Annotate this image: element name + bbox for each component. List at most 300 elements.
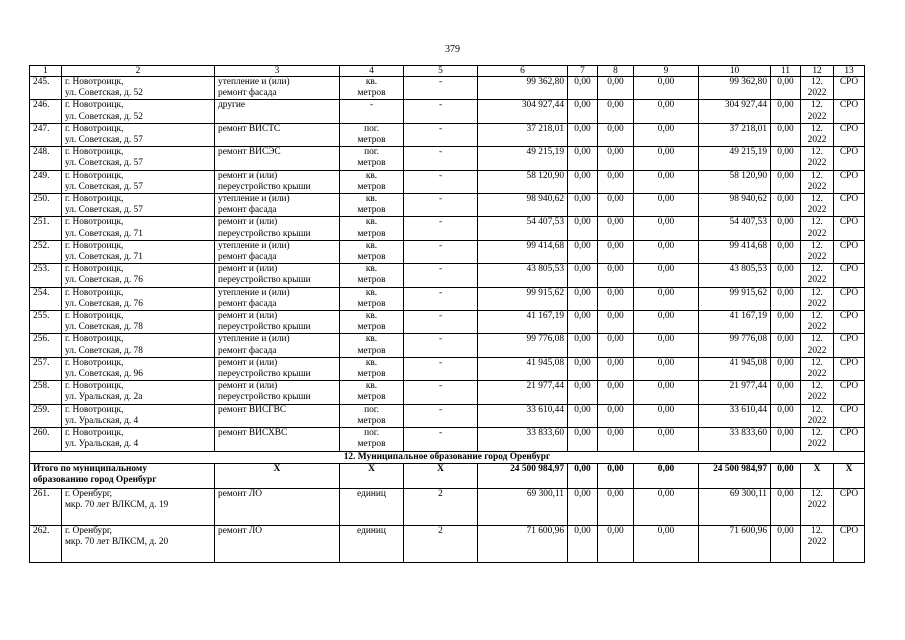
total-col-12: X <box>801 463 834 488</box>
table-row <box>30 77 865 100</box>
work-type-line: ремонт ВИСХВС <box>218 428 288 439</box>
address <box>62 311 215 334</box>
col-10: 21 977,44 <box>699 381 771 404</box>
work-type-line: ремонт и (или) <box>218 381 278 392</box>
unit <box>340 147 404 170</box>
col-11: 0,00 <box>771 264 801 287</box>
completion-date-line: 2022 <box>807 439 827 450</box>
completion-date-line: 12. <box>811 357 823 368</box>
unit <box>340 170 404 193</box>
col-10: 54 407,53 <box>699 217 771 240</box>
address-line: ул. Советская, д. 78 <box>65 345 143 356</box>
completion-date <box>801 123 834 146</box>
unit <box>340 525 404 562</box>
total-cost: 33 610,44 <box>478 404 568 427</box>
unit-line: метров <box>357 298 386 309</box>
quantity: - <box>404 194 478 217</box>
address-line: г. Оренбург, <box>65 525 113 536</box>
completion-date <box>801 240 834 263</box>
unit <box>340 311 404 334</box>
unit-line: кв. <box>365 287 378 298</box>
method: СРО <box>834 240 865 263</box>
method: СРО <box>834 170 865 193</box>
completion-date-line: 12. <box>811 147 823 158</box>
total-cost: 24 500 984,97 <box>478 463 568 488</box>
completion-date-line: 2022 <box>807 499 827 510</box>
column-number: 8 <box>598 66 634 77</box>
work-type-line: утепление и (или) <box>218 77 290 87</box>
unit <box>340 217 404 240</box>
completion-date <box>801 264 834 287</box>
total-label-line: Итого по муниципальному <box>33 463 148 474</box>
work-type-line <box>218 158 336 169</box>
total-col-7: 0,00 <box>568 463 598 488</box>
completion-date <box>801 488 834 525</box>
column-number: 11 <box>771 66 801 77</box>
work-type <box>215 170 340 193</box>
col-7: 0,00 <box>568 357 598 380</box>
completion-date-line: 12. <box>811 381 823 392</box>
address <box>62 170 215 193</box>
completion-date-line: 12. <box>811 334 823 345</box>
col-8: 0,00 <box>598 404 634 427</box>
col-9: 0,00 <box>634 217 699 240</box>
unit-line: кв. <box>365 311 378 322</box>
method: СРО <box>834 217 865 240</box>
address <box>62 381 215 404</box>
completion-date-line: 12. <box>811 264 823 275</box>
row-number: 254. <box>30 287 62 310</box>
address <box>62 357 215 380</box>
unit <box>340 287 404 310</box>
row-number: 250. <box>30 194 62 217</box>
unit <box>340 194 404 217</box>
row-number: 261. <box>30 488 62 525</box>
table-row <box>30 194 865 217</box>
col-7: 0,00 <box>568 264 598 287</box>
col-11: 0,00 <box>771 357 801 380</box>
table-row <box>30 428 865 451</box>
completion-date-line: 2022 <box>807 158 827 169</box>
total-cost: 41 945,08 <box>478 357 568 380</box>
col-8: 0,00 <box>598 357 634 380</box>
address-line: мкр. 70 лет ВЛКСМ, д. 19 <box>65 499 169 510</box>
col-10: 43 805,53 <box>699 264 771 287</box>
method: СРО <box>834 194 865 217</box>
address-line: ул. Советская, д. 78 <box>65 322 143 333</box>
unit-line: пог. <box>364 147 379 158</box>
work-type-line: ремонт ЛО <box>218 525 263 536</box>
address <box>62 488 215 525</box>
quantity: - <box>404 170 478 193</box>
completion-date-line: 12. <box>811 77 823 87</box>
unit-line: единиц <box>357 525 386 536</box>
completion-date-line: 12. <box>811 287 823 298</box>
work-type-line <box>218 439 336 450</box>
work-type-line: другие <box>218 100 246 111</box>
total-cost: 71 600,96 <box>478 525 568 562</box>
page-number: 379 <box>445 44 460 55</box>
table-row <box>30 381 865 404</box>
table-row <box>30 334 865 357</box>
col-8: 0,00 <box>598 123 634 146</box>
address <box>62 334 215 357</box>
completion-date-line: 2022 <box>807 252 827 263</box>
table-row <box>30 147 865 170</box>
unit <box>340 123 404 146</box>
unit <box>340 240 404 263</box>
work-type-line: ремонт фасада <box>218 88 277 99</box>
work-type-line: переустройство крыши <box>218 228 311 239</box>
quantity: - <box>404 240 478 263</box>
address <box>62 217 215 240</box>
column-number: 10 <box>699 66 771 77</box>
col-8: 0,00 <box>598 525 634 562</box>
total-cost: 21 977,44 <box>478 381 568 404</box>
unit-line: пог. <box>364 404 379 415</box>
completion-date <box>801 381 834 404</box>
row-number: 253. <box>30 264 62 287</box>
work-type-line: ремонт ЛО <box>218 488 263 499</box>
address <box>62 240 215 263</box>
unit-line: кв. <box>365 240 378 251</box>
total-cost: 37 218,01 <box>478 123 568 146</box>
work-type <box>215 77 340 100</box>
col-9: 0,00 <box>634 123 699 146</box>
row-number: 255. <box>30 311 62 334</box>
quantity: - <box>404 123 478 146</box>
col-7: 0,00 <box>568 334 598 357</box>
address <box>62 264 215 287</box>
col-11: 0,00 <box>771 488 801 525</box>
method: СРО <box>834 147 865 170</box>
completion-date-line: 12. <box>811 170 823 181</box>
work-type-line: ремонт фасада <box>218 345 277 356</box>
col-10: 33 833,60 <box>699 428 771 451</box>
completion-date-line: 2022 <box>807 181 827 192</box>
address-line: г. Новотроицк, <box>65 217 124 228</box>
address <box>62 525 215 562</box>
col-10: 41 945,08 <box>699 357 771 380</box>
method: СРО <box>834 525 865 562</box>
col-9: 0,00 <box>634 381 699 404</box>
col-10: 37 218,01 <box>699 123 771 146</box>
total-cost: 304 927,44 <box>478 100 568 123</box>
completion-date <box>801 77 834 100</box>
total-cost: 99 362,80 <box>478 77 568 100</box>
col-8: 0,00 <box>598 100 634 123</box>
method: СРО <box>834 381 865 404</box>
completion-date <box>801 147 834 170</box>
unit-line: метров <box>357 369 386 380</box>
col-7: 0,00 <box>568 147 598 170</box>
address <box>62 194 215 217</box>
col-11: 0,00 <box>771 194 801 217</box>
col-11: 0,00 <box>771 404 801 427</box>
row-number: 246. <box>30 100 62 123</box>
completion-date <box>801 334 834 357</box>
unit-line: кв. <box>365 77 378 87</box>
row-number: 259. <box>30 404 62 427</box>
row-number: 257. <box>30 357 62 380</box>
address-line: ул. Советская, д. 57 <box>65 205 143 216</box>
total-col-9: 0,00 <box>634 463 699 488</box>
method: СРО <box>834 264 865 287</box>
work-type-line: ремонт и (или) <box>218 170 278 181</box>
work-type <box>215 264 340 287</box>
work-type-line: ремонт ВИСЭС <box>218 147 281 158</box>
work-type <box>215 488 340 525</box>
unit-line: пог. <box>364 428 379 439</box>
quantity: - <box>404 217 478 240</box>
address <box>62 123 215 146</box>
unit <box>340 264 404 287</box>
unit-line: метров <box>357 439 386 450</box>
address <box>62 147 215 170</box>
col-8: 0,00 <box>598 287 634 310</box>
unit-line: метров <box>357 275 386 286</box>
work-type-line <box>218 416 336 427</box>
address-line: г. Новотроицк, <box>65 100 124 111</box>
total-cost: 58 120,90 <box>478 170 568 193</box>
col-7: 0,00 <box>568 123 598 146</box>
unit-line <box>343 537 400 548</box>
completion-date-line: 2022 <box>807 135 827 146</box>
col-10: 304 927,44 <box>699 100 771 123</box>
row-number: 256. <box>30 334 62 357</box>
quantity: - <box>404 147 478 170</box>
col-8: 0,00 <box>598 217 634 240</box>
table-row <box>30 287 865 310</box>
total-col-11: 0,00 <box>771 463 801 488</box>
unit <box>340 357 404 380</box>
completion-date <box>801 217 834 240</box>
col-11: 0,00 <box>771 77 801 100</box>
completion-date-line: 2022 <box>807 111 827 122</box>
address <box>62 77 215 100</box>
method: СРО <box>834 287 865 310</box>
completion-date-line: 12. <box>811 488 823 499</box>
col-7: 0,00 <box>568 240 598 263</box>
total-cost: 33 833,60 <box>478 428 568 451</box>
row-number: 258. <box>30 381 62 404</box>
col-9: 0,00 <box>634 525 699 562</box>
address-line: г. Новотроицк, <box>65 77 124 87</box>
unit-line: метров <box>357 181 386 192</box>
work-type-line: ремонт и (или) <box>218 357 278 368</box>
work-type-line: ремонт и (или) <box>218 217 278 228</box>
work-type-line: утепление и (или) <box>218 194 290 205</box>
col-9: 0,00 <box>634 404 699 427</box>
address-line: г. Новотроицк, <box>65 381 124 392</box>
section-row <box>30 451 865 463</box>
col-8: 0,00 <box>598 194 634 217</box>
unit-line: метров <box>357 415 386 426</box>
completion-date-line: 2022 <box>807 536 827 547</box>
work-type <box>215 287 340 310</box>
completion-date-line: 2022 <box>807 369 827 380</box>
unit-line: пог. <box>364 123 379 134</box>
work-type <box>215 147 340 170</box>
completion-date-line: 2022 <box>807 228 827 239</box>
unit-line: метров <box>357 135 386 146</box>
column-number: 9 <box>634 66 699 77</box>
work-type-line <box>218 135 336 146</box>
col-7: 0,00 <box>568 525 598 562</box>
unit <box>340 428 404 451</box>
quantity: - <box>404 264 478 287</box>
col-9: 0,00 <box>634 77 699 100</box>
completion-date <box>801 100 834 123</box>
column-number: 6 <box>478 66 568 77</box>
col-7: 0,00 <box>568 217 598 240</box>
work-type-line: ремонт фасада <box>218 298 277 309</box>
col-8: 0,00 <box>598 77 634 100</box>
work-type <box>215 123 340 146</box>
address-line: мкр. 70 лет ВЛКСМ, д. 20 <box>65 536 169 547</box>
address-line: г. Новотроицк, <box>65 357 124 368</box>
column-number-row <box>30 66 865 77</box>
col-7: 0,00 <box>568 404 598 427</box>
unit <box>340 100 404 123</box>
work-type-line: ремонт ВИСГВС <box>218 404 287 415</box>
completion-date <box>801 170 834 193</box>
unit-line: кв. <box>365 194 378 205</box>
address-line: ул. Уральская, д. 4 <box>65 415 139 426</box>
address-line: г. Новотроицк, <box>65 170 124 181</box>
work-type-line: переустройство крыши <box>218 369 311 380</box>
unit-line: кв. <box>365 334 378 345</box>
address-line: г. Новотроицк, <box>65 264 124 275</box>
completion-date-line: 12. <box>811 240 823 251</box>
unit-line: кв. <box>365 170 378 181</box>
unit-line: - <box>369 100 374 111</box>
col-9: 0,00 <box>634 488 699 525</box>
work-type-line: переустройство крыши <box>218 322 311 333</box>
col-9: 0,00 <box>634 334 699 357</box>
address-line: ул. Уральская, д. 2а <box>65 392 143 403</box>
address-line: ул. Уральская, д. 4 <box>65 439 139 450</box>
col-11: 0,00 <box>771 334 801 357</box>
completion-date-line: 12. <box>811 194 823 205</box>
address-line: ул. Советская, д. 76 <box>65 275 143 286</box>
column-number: 2 <box>62 66 215 77</box>
work-type-line <box>218 537 336 548</box>
col-8: 0,00 <box>598 428 634 451</box>
total-col-8: 0,00 <box>598 463 634 488</box>
method: СРО <box>834 488 865 525</box>
address-line: ул. Советская, д. 57 <box>65 158 143 169</box>
col-7: 0,00 <box>568 488 598 525</box>
row-number: 260. <box>30 428 62 451</box>
address-line: ул. Советская, д. 71 <box>65 228 143 239</box>
col-8: 0,00 <box>598 311 634 334</box>
table-row <box>30 404 865 427</box>
unit-line: метров <box>357 88 386 99</box>
col-11: 0,00 <box>771 123 801 146</box>
quantity: - <box>404 311 478 334</box>
col-8: 0,00 <box>598 264 634 287</box>
total-cost: 98 940,62 <box>478 194 568 217</box>
completion-date-line: 2022 <box>807 205 827 216</box>
col-11: 0,00 <box>771 240 801 263</box>
work-type-line: ремонт фасада <box>218 252 277 263</box>
unit-line: метров <box>357 392 386 403</box>
unit-line <box>343 500 400 511</box>
completion-date <box>801 525 834 562</box>
col-9: 0,00 <box>634 100 699 123</box>
col-9: 0,00 <box>634 194 699 217</box>
col-7: 0,00 <box>568 77 598 100</box>
address-line: г. Новотроицк, <box>65 240 124 251</box>
work-type <box>215 194 340 217</box>
col-11: 0,00 <box>771 147 801 170</box>
total-col-4: X <box>340 463 404 488</box>
address-line: г. Новотроицк, <box>65 194 124 205</box>
work-type <box>215 428 340 451</box>
quantity: - <box>404 334 478 357</box>
method: СРО <box>834 357 865 380</box>
completion-date-line: 12. <box>811 123 823 134</box>
column-number: 12 <box>801 66 834 77</box>
unit <box>340 334 404 357</box>
work-type <box>215 404 340 427</box>
unit-line: метров <box>357 345 386 356</box>
unit <box>340 488 404 525</box>
work-type <box>215 334 340 357</box>
row-number: 247. <box>30 123 62 146</box>
quantity: - <box>404 357 478 380</box>
col-11: 0,00 <box>771 287 801 310</box>
quantity: - <box>404 287 478 310</box>
address-line: г. Новотроицк, <box>65 123 124 134</box>
method: СРО <box>834 428 865 451</box>
completion-date-line: 2022 <box>807 415 827 426</box>
col-8: 0,00 <box>598 147 634 170</box>
address-line: ул. Советская, д. 52 <box>65 111 143 122</box>
work-type-line: ремонт и (или) <box>218 311 278 322</box>
section-title: 12. Муниципальное образование город Оренбург <box>30 451 865 463</box>
work-type <box>215 217 340 240</box>
column-number: 1 <box>30 66 62 77</box>
table-row <box>30 100 865 123</box>
column-number: 4 <box>340 66 404 77</box>
col-9: 0,00 <box>634 240 699 263</box>
quantity: - <box>404 428 478 451</box>
completion-date-line: 2022 <box>807 392 827 403</box>
row-number: 249. <box>30 170 62 193</box>
work-type <box>215 240 340 263</box>
completion-date <box>801 287 834 310</box>
work-type <box>215 525 340 562</box>
unit-line: кв. <box>365 217 378 228</box>
method: СРО <box>834 404 865 427</box>
table-row <box>30 488 865 525</box>
col-10: 99 915,62 <box>699 287 771 310</box>
address-line: ул. Советская, д. 52 <box>65 88 143 99</box>
quantity: 2 <box>404 488 478 525</box>
work-type-line: ремонт фасада <box>218 205 277 216</box>
col-8: 0,00 <box>598 240 634 263</box>
unit-line: метров <box>357 252 386 263</box>
total-row <box>30 463 865 488</box>
completion-date-line: 2022 <box>807 345 827 356</box>
unit-line: кв. <box>365 357 378 368</box>
quantity: 2 <box>404 525 478 562</box>
col-11: 0,00 <box>771 381 801 404</box>
quantity: - <box>404 77 478 100</box>
total-label-line: образованию город Оренбург <box>33 474 157 485</box>
